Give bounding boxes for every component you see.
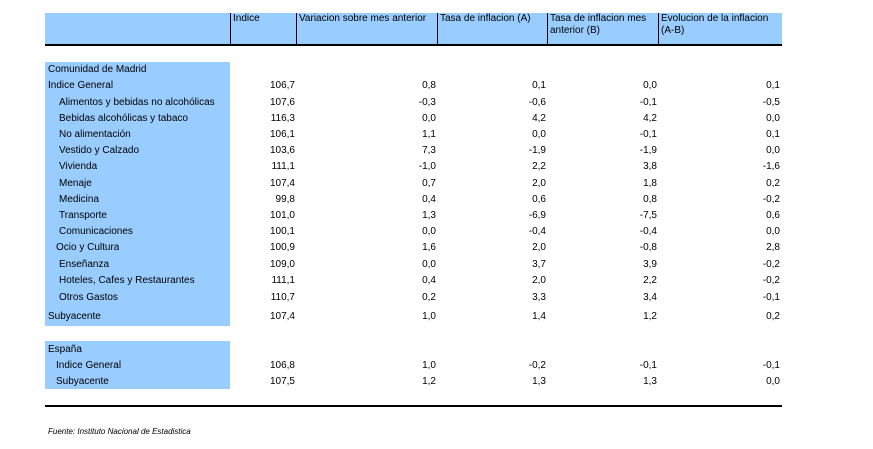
value-cell: 0,0 [766,113,780,124]
table-bottom-rule [45,405,782,407]
row-label: Comunicaciones [59,226,133,237]
value-cell: 2,0 [532,242,546,253]
value-cell: 3,9 [643,259,657,270]
value-cell: 0,0 [532,129,546,140]
value-cell: 0,6 [532,194,546,205]
row-label: Alimentos y bebidas no alcohólicas [59,97,215,108]
value-cell: 0,8 [422,80,436,91]
value-cell: 0,8 [643,194,657,205]
value-cell: 111,1 [271,275,295,286]
value-cell: -0,8 [639,242,657,253]
value-cell: 0,4 [422,194,436,205]
row-label: Medicina [59,194,100,205]
row-label: Hoteles, Cafes y Restaurantes [59,275,195,286]
value-cell: 3,3 [532,292,546,303]
value-cell: -0,2 [762,275,780,286]
row-label: Bebidas alcohólicas y tabaco [59,113,188,124]
row-label: Subyacente [56,376,109,387]
value-cell: -0,6 [528,97,546,108]
header-corner-cell [45,13,230,44]
value-cell: 2,2 [643,275,657,286]
value-cell: 100,9 [269,242,295,253]
section-title: España [48,344,82,355]
value-cell: -1,6 [762,161,780,172]
value-cell: 4,2 [532,113,546,124]
value-cell: -0,4 [528,226,546,237]
row-label: No alimentación [59,129,131,140]
value-cell: 0,0 [766,376,780,387]
value-cell: -0,1 [639,360,657,371]
value-cell: 111,1 [271,161,295,172]
header-indice: Indice [230,13,297,44]
row-label: Vivienda [59,161,98,172]
value-cell: 107,6 [269,97,295,108]
value-cell: 100,1 [269,226,295,237]
value-cell: 0,0 [766,145,780,156]
value-cell: 0,7 [422,178,436,189]
value-cell: -0,1 [762,292,780,303]
row-label: Vestido y Calzado [59,145,140,156]
value-cell: -0,4 [639,226,657,237]
value-cell: 0,1 [532,80,546,91]
value-cell: -7,5 [639,210,657,221]
value-cell: 107,4 [269,311,295,322]
section-title: Comunidad de Madrid [48,64,147,75]
value-cell: 3,7 [532,259,546,270]
value-cell: -0,1 [639,97,657,108]
header-evolucion-inflacion: Evolucion de la inflacion (A-B) [659,13,782,44]
value-cell: -0,2 [762,194,780,205]
value-cell: 110,7 [270,292,295,303]
value-cell: 2,0 [532,178,546,189]
row-label: Índice General [48,80,114,91]
value-cell: -1,9 [639,145,657,156]
value-cell: 4,2 [643,113,657,124]
value-cell: -0,3 [418,97,436,108]
value-cell: -0,1 [639,129,657,140]
header-variacion-mes-anterior: Variacion sobre mes anterior [297,13,438,44]
value-cell: -1,0 [418,161,436,172]
value-cell: 2,0 [532,275,546,286]
value-cell: 1,1 [422,129,436,140]
value-cell: 2,8 [766,242,780,253]
value-cell: 0,0 [422,113,436,124]
value-cell: 0,1 [766,80,780,91]
value-cell: 1,0 [422,311,436,322]
row-label: Otros Gastos [59,292,118,303]
header-tasa-inflacion-mes-anterior-b: Tasa de inflacion mes anterior (B) [548,13,659,44]
value-cell: 0,0 [422,226,436,237]
value-cell: 1,2 [643,311,657,322]
value-cell: 3,8 [643,161,657,172]
value-cell: 1,8 [643,178,657,189]
value-cell: -0,2 [528,360,546,371]
value-cell: 107,5 [269,376,295,387]
value-cell: -1,9 [528,145,546,156]
row-label: Ocio y Cultura [56,242,120,253]
value-cell: -0,2 [762,259,780,270]
value-cell: 106,1 [269,129,295,140]
value-cell: 1,4 [532,311,546,322]
row-label: Transporte [59,210,107,221]
value-cell: 7,3 [422,145,436,156]
value-cell: 1,2 [422,376,436,387]
source-footnote: Fuente: Instituto Nacional de Estadistica [48,427,191,436]
value-cell: -0,1 [762,360,780,371]
value-cell: 116,3 [270,113,295,124]
value-cell: 0,6 [766,210,780,221]
value-cell: 3,4 [643,292,657,303]
value-cell: 0,1 [766,129,780,140]
value-cell: 1,3 [532,376,546,387]
value-cell: 109,0 [269,259,295,270]
row-label: Enseñanza [59,259,110,270]
value-cell: -0,5 [762,97,780,108]
value-cell: 0,2 [766,311,780,322]
row-label: Indice General [56,360,122,371]
value-cell: 1,0 [422,360,436,371]
row-label: Subyacente [48,311,101,322]
value-cell: 1,3 [422,210,436,221]
value-cell: 106,8 [269,360,295,371]
row-label: Menaje [59,178,92,189]
header-tasa-inflacion-a: Tasa de inflacion (A) [438,13,548,44]
value-cell: -6,9 [528,210,546,221]
value-cell: 1,3 [643,376,657,387]
value-cell: 0,4 [422,275,436,286]
value-cell: 0,0 [422,259,436,270]
value-cell: 99,8 [275,194,295,205]
value-cell: 101,0 [269,210,295,221]
value-cell: 107,4 [269,178,295,189]
value-cell: 103,6 [269,145,295,156]
value-cell: 1,6 [422,242,436,253]
value-cell: 0,0 [643,80,657,91]
value-cell: 2,2 [532,161,546,172]
header-bottom-rule [45,44,782,46]
value-cell: 106,7 [269,80,295,91]
value-cell: 0,2 [766,178,780,189]
value-cell: 0,0 [766,226,780,237]
value-cell: 0,2 [422,292,436,303]
